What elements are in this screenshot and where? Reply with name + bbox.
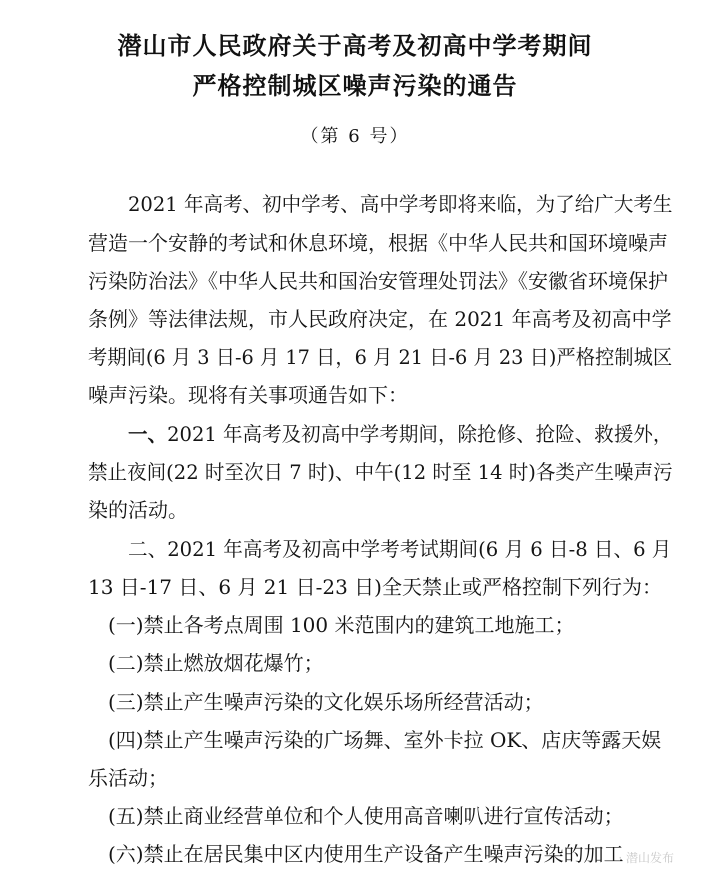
body-line: 染的活动。 (88, 498, 188, 522)
body-line: 13 日-17 日、6 月 21 日-23 日)全天禁止或严格控制下列行为： (88, 575, 662, 599)
section-1-lead: 一、 (128, 422, 168, 446)
document-number: （第 6 号） (300, 126, 410, 147)
list-item: (一)禁止各考点周围 100 米范围内的建筑工地施工； (108, 613, 575, 637)
body-line: 营造一个安静的考试和休息环境，根据《中华人民共和国环境噪声 (88, 231, 668, 255)
section-1-line (128, 422, 672, 446)
body-line: 考期间(6 月 3 日-6 月 17 日，6 月 21 日-6 月 23 日)严格控制城区 (88, 345, 673, 369)
list-item: (六)禁止在居民集中区内使用生产设备产生噪声污染的加工 (108, 842, 624, 866)
body-line: 污染防治法》《中华人民共和国治安管理处罚法》《安徽省环境保护 (88, 269, 668, 293)
section-1-text: 2021 年高考及初高中学考期间，除抢修、抢险、救援外， (167, 422, 673, 446)
title-line-2: 严格控制城区噪声污染的通告 (192, 72, 518, 100)
body-line: 条例》等法律法规，市人民政府决定，在 2021 年高考及初高中学 (88, 307, 672, 331)
section-2-line: 二、2021 年高考及初高中学考考试期间(6 月 6 日-8 日、6 月 (128, 537, 672, 561)
list-item: (五)禁止商业经营单位和个人使用高音喇叭进行宣传活动； (108, 804, 624, 828)
body-line: 乐活动； (88, 766, 168, 790)
list-item: (三)禁止产生噪声污染的文化娱乐场所经营活动； (108, 690, 544, 714)
body-line: 噪声污染。现将有关事项通告如下： (88, 383, 408, 407)
watermark: · 潜山发布 (618, 851, 674, 865)
title-line-1: 潜山市人民政府关于高考及初高中学考期间 (117, 32, 593, 60)
body-line: 禁止夜间(22 时至次日 7 时)、中午(12 时至 14 时)各类产生噪声污 (88, 460, 673, 484)
list-item: (二)禁止燃放烟花爆竹； (108, 651, 324, 675)
list-item: (四)禁止产生噪声污染的广场舞、室外卡拉 OK、店庆等露天娱 (108, 728, 662, 752)
body-line: 2021 年高考、初中学考、高中学考即将来临，为了给广大考生 (128, 192, 673, 216)
